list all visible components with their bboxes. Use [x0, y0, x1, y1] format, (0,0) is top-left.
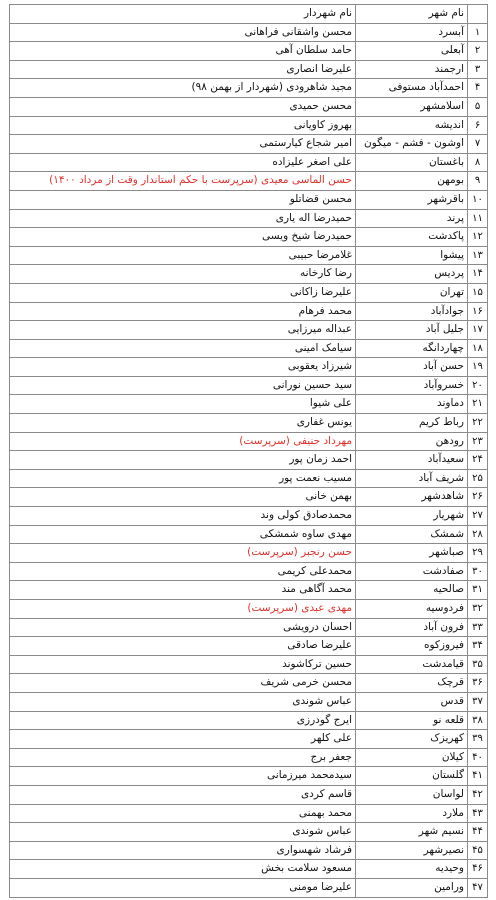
row-number-cell: ۲۵ [468, 469, 488, 488]
row-number-cell: ۳۷ [468, 692, 488, 711]
mayor-name-cell: محمد آگاهی مند [10, 581, 356, 600]
row-number-cell: ۲۰ [468, 376, 488, 395]
city-name-cell: فرون آباد [356, 618, 468, 637]
row-number-cell: ۳۰ [468, 562, 488, 581]
city-name-cell: صالحیه [356, 581, 468, 600]
table-row [10, 804, 488, 823]
mayor-name-cell: علیرضا انصاری [10, 60, 356, 79]
table-row [10, 358, 488, 377]
city-name-cell: قیامدشت [356, 655, 468, 674]
table-row [10, 116, 488, 135]
city-name-cell: حسن آباد [356, 358, 468, 377]
row-number-cell: ۳۸ [468, 711, 488, 730]
row-number-cell: ۸ [468, 153, 488, 172]
row-number-cell: ۶ [468, 116, 488, 135]
table-row [10, 878, 488, 897]
city-name-cell: فیروزکوه [356, 637, 468, 656]
row-number-cell: ۳۴ [468, 637, 488, 656]
mayor-name-cell: یونس غفاری [10, 414, 356, 433]
city-name-cell: شاهدشهر [356, 488, 468, 507]
row-number-cell: ۲۳ [468, 432, 488, 451]
table-row [10, 692, 488, 711]
row-number-cell: ۳۲ [468, 600, 488, 619]
city-name-cell: پردیس [356, 265, 468, 284]
mayor-name-cell: حسن رنجبر (سرپرست) [10, 544, 356, 563]
city-name-cell: لواسان [356, 785, 468, 804]
row-number-cell: ۱۹ [468, 358, 488, 377]
row-number-cell: ۲۴ [468, 451, 488, 470]
row-number-cell: ۱۴ [468, 265, 488, 284]
city-name-cell: گلستان [356, 767, 468, 786]
row-number-cell: ۱۸ [468, 339, 488, 358]
row-number-cell: ۳ [468, 60, 488, 79]
table-row [10, 376, 488, 395]
row-number-cell: ۱۰ [468, 190, 488, 209]
city-name-cell: پاکدشت [356, 228, 468, 247]
row-number-cell: ۴۳ [468, 804, 488, 823]
table-row [10, 228, 488, 247]
table-row [10, 135, 488, 154]
table-row [10, 60, 488, 79]
mayor-name-cell: ایرج گودرزی [10, 711, 356, 730]
table-header-row [10, 5, 488, 24]
city-name-cell: باقرشهر [356, 190, 468, 209]
header-num-cell [468, 5, 488, 24]
mayor-name-cell: محمد بهمنی [10, 804, 356, 823]
mayor-name-cell: سیامک امینی [10, 339, 356, 358]
table-row [10, 618, 488, 637]
table-row [10, 302, 488, 321]
city-name-cell: رودهن [356, 432, 468, 451]
city-name-cell: ورامین [356, 878, 468, 897]
table-row [10, 42, 488, 61]
city-name-cell: قرچک [356, 674, 468, 693]
table-row [10, 432, 488, 451]
row-number-cell: ۳۹ [468, 730, 488, 749]
row-number-cell: ۳۳ [468, 618, 488, 637]
row-number-cell: ۴۵ [468, 841, 488, 860]
table-row [10, 841, 488, 860]
mayor-name-cell: عباس شوندی [10, 823, 356, 842]
mayor-name-cell: مهدی ساوه شمشکی [10, 525, 356, 544]
table-row [10, 172, 488, 191]
city-name-cell: شمشک [356, 525, 468, 544]
mayor-name-cell: حسین ترکاشوند [10, 655, 356, 674]
mayor-name-cell: حامد سلطان آهی [10, 42, 356, 61]
city-name-cell: ملارد [356, 804, 468, 823]
city-name-cell: وحیدیه [356, 860, 468, 879]
table-row [10, 321, 488, 340]
mayor-name-cell: علیرضا زاکانی [10, 283, 356, 302]
row-number-cell: ۱۳ [468, 246, 488, 265]
mayor-name-cell: بهمن خانی [10, 488, 356, 507]
city-name-cell: خسروآباد [356, 376, 468, 395]
row-number-cell: ۵ [468, 97, 488, 116]
mayor-name-cell: قاسم کردی [10, 785, 356, 804]
city-name-cell: رباط کریم [356, 414, 468, 433]
mayor-name-cell: غلامرضا حبیبی [10, 246, 356, 265]
table-row [10, 674, 488, 693]
header-city-cell: نام شهر [356, 5, 468, 24]
mayor-name-cell: مهرداد حنیفی (سرپرست) [10, 432, 356, 451]
mayor-name-cell: احسان درویشی [10, 618, 356, 637]
city-name-cell: نصیرشهر [356, 841, 468, 860]
table-row [10, 414, 488, 433]
table-row [10, 469, 488, 488]
row-number-cell: ۴۶ [468, 860, 488, 879]
mayors-table-body [10, 5, 488, 898]
city-name-cell: قدس [356, 692, 468, 711]
row-number-cell: ۴۲ [468, 785, 488, 804]
city-name-cell: نسیم شهر [356, 823, 468, 842]
table-row [10, 711, 488, 730]
row-number-cell: ۱۷ [468, 321, 488, 340]
table-row [10, 507, 488, 526]
row-number-cell: ۴۴ [468, 823, 488, 842]
mayor-name-cell: سیدمحمد میرزمانی [10, 767, 356, 786]
table-row [10, 488, 488, 507]
city-name-cell: فردوسیه [356, 600, 468, 619]
table-row [10, 637, 488, 656]
table-row [10, 395, 488, 414]
city-name-cell: تهران [356, 283, 468, 302]
table-row [10, 785, 488, 804]
table-row [10, 823, 488, 842]
row-number-cell: ۱۲ [468, 228, 488, 247]
table-row [10, 581, 488, 600]
mayor-name-cell: علیرضا مومنی [10, 878, 356, 897]
mayor-name-cell: عباس شوندی [10, 692, 356, 711]
table-row [10, 97, 488, 116]
mayor-name-cell: مسیب نعمت پور [10, 469, 356, 488]
mayor-name-cell: مجید شاهرودی (شهردار از بهمن ۹۸) [10, 79, 356, 98]
mayor-name-cell: امیر شجاع کیارستمی [10, 135, 356, 154]
city-name-cell: پیشوا [356, 246, 468, 265]
row-number-cell: ۲۶ [468, 488, 488, 507]
row-number-cell: ۲ [468, 42, 488, 61]
city-name-cell: ارجمند [356, 60, 468, 79]
table-row [10, 860, 488, 879]
table-row [10, 562, 488, 581]
row-number-cell: ۴۷ [468, 878, 488, 897]
table-row [10, 525, 488, 544]
row-number-cell: ۴۰ [468, 748, 488, 767]
mayor-name-cell: محمدصادق کولی وند [10, 507, 356, 526]
city-name-cell: صفادشت [356, 562, 468, 581]
table-row [10, 265, 488, 284]
table-row [10, 283, 488, 302]
row-number-cell: ۱۱ [468, 209, 488, 228]
row-number-cell: ۱ [468, 23, 488, 42]
header-mayor-cell: نام شهردار [10, 5, 356, 24]
mayor-name-cell: حسن الماسی معیدی (سرپرست با حکم استاندار وقت از مرداد ۱۴۰۰) [10, 172, 356, 191]
table-row [10, 767, 488, 786]
table-row [10, 23, 488, 42]
city-name-cell: جوادآباد [356, 302, 468, 321]
mayor-name-cell: جعفر برج [10, 748, 356, 767]
mayor-name-cell: محسن قضاتلو [10, 190, 356, 209]
mayor-name-cell: عبداله میرزایی [10, 321, 356, 340]
mayor-name-cell: محسن خرمی شریف [10, 674, 356, 693]
city-name-cell: سعیدآباد [356, 451, 468, 470]
table-row [10, 451, 488, 470]
city-name-cell: کهریزک [356, 730, 468, 749]
row-number-cell: ۲۷ [468, 507, 488, 526]
row-number-cell: ۱۵ [468, 283, 488, 302]
city-name-cell: آبعلی [356, 42, 468, 61]
row-number-cell: ۲۲ [468, 414, 488, 433]
city-name-cell: پرند [356, 209, 468, 228]
city-name-cell: قلعه نو [356, 711, 468, 730]
row-number-cell: ۴ [468, 79, 488, 98]
table-row [10, 153, 488, 172]
mayor-name-cell: بهروز کاویانی [10, 116, 356, 135]
table-row [10, 190, 488, 209]
table-row [10, 79, 488, 98]
row-number-cell: ۷ [468, 135, 488, 154]
row-number-cell: ۳۶ [468, 674, 488, 693]
city-name-cell: اوشون - فشم - میگون [356, 135, 468, 154]
table-row [10, 246, 488, 265]
city-name-cell: باغستان [356, 153, 468, 172]
row-number-cell: ۹ [468, 172, 488, 191]
mayor-name-cell: محمد فرهام [10, 302, 356, 321]
mayor-name-cell: سید حسین نورانی [10, 376, 356, 395]
city-name-cell: اندیشه [356, 116, 468, 135]
table-row [10, 655, 488, 674]
city-name-cell: آبسرد [356, 23, 468, 42]
row-number-cell: ۲۱ [468, 395, 488, 414]
mayor-name-cell: مهدی عبدی (سرپرست) [10, 600, 356, 619]
table-row [10, 748, 488, 767]
mayor-name-cell: محسن حمیدی [10, 97, 356, 116]
table-row [10, 339, 488, 358]
row-number-cell: ۴۱ [468, 767, 488, 786]
table-row [10, 600, 488, 619]
mayor-name-cell: شیرزاد یعقوبی [10, 358, 356, 377]
mayor-name-cell: محمدعلی کریمی [10, 562, 356, 581]
city-name-cell: دماوند [356, 395, 468, 414]
mayor-name-cell: علی شیوا [10, 395, 356, 414]
city-name-cell: شهریار [356, 507, 468, 526]
city-name-cell: اسلامشهر [356, 97, 468, 116]
table-row [10, 209, 488, 228]
row-number-cell: ۲۹ [468, 544, 488, 563]
mayor-name-cell: فرشاد شهسواری [10, 841, 356, 860]
mayor-name-cell: حمیدرضا اله یاری [10, 209, 356, 228]
city-name-cell: کیلان [356, 748, 468, 767]
mayor-name-cell: علی اصغر علیزاده [10, 153, 356, 172]
row-number-cell: ۱۶ [468, 302, 488, 321]
mayors-table [9, 4, 488, 898]
mayor-name-cell: مسعود سلامت بخش [10, 860, 356, 879]
city-name-cell: صباشهر [356, 544, 468, 563]
city-name-cell: جلیل آباد [356, 321, 468, 340]
mayor-name-cell: حمیدرضا شیخ ویسی [10, 228, 356, 247]
mayor-name-cell: علیرضا صادقی [10, 637, 356, 656]
mayor-name-cell: احمد زمان پور [10, 451, 356, 470]
city-name-cell: احمدآباد مستوفی [356, 79, 468, 98]
city-name-cell: بومهن [356, 172, 468, 191]
city-name-cell: چهاردانگه [356, 339, 468, 358]
mayor-name-cell: علی کلهر [10, 730, 356, 749]
mayor-name-cell: محسن واشقانی فراهانی [10, 23, 356, 42]
table-row [10, 544, 488, 563]
row-number-cell: ۲۸ [468, 525, 488, 544]
table-row [10, 730, 488, 749]
row-number-cell: ۳۱ [468, 581, 488, 600]
mayor-name-cell: رضا کارخانه [10, 265, 356, 284]
row-number-cell: ۳۵ [468, 655, 488, 674]
city-name-cell: شریف آباد [356, 469, 468, 488]
